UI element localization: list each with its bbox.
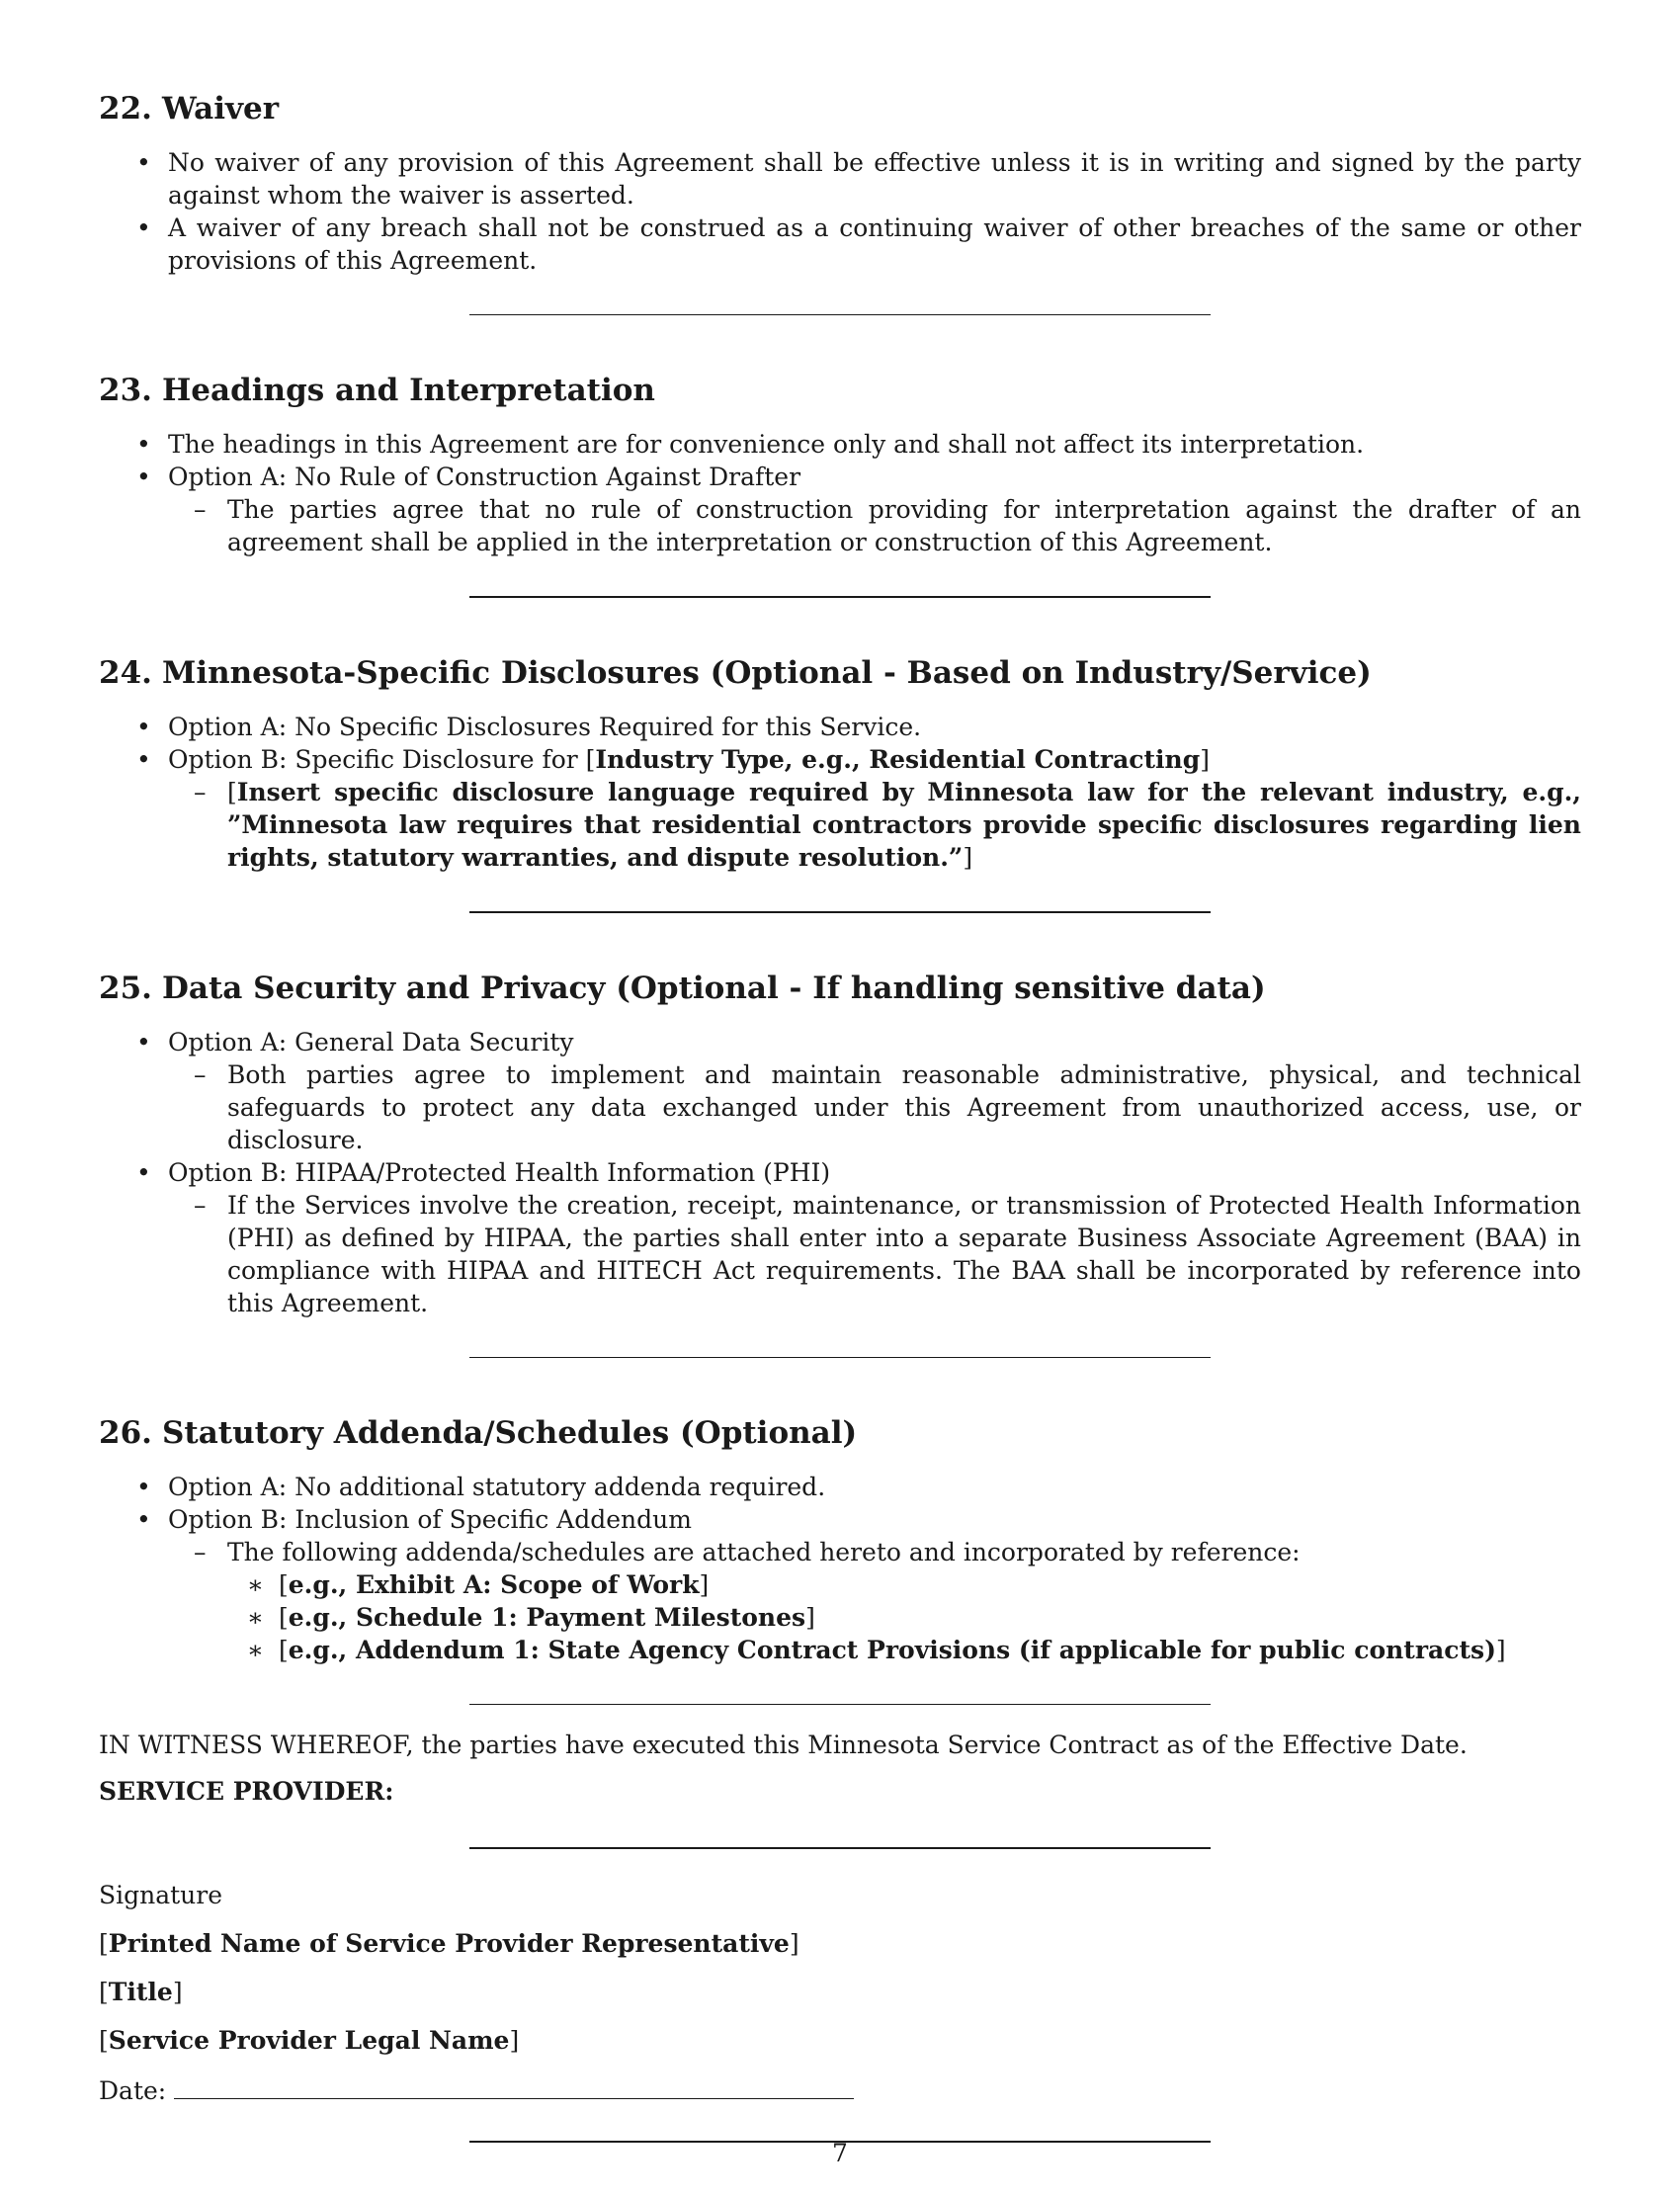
- date-label: Date:: [99, 2076, 167, 2105]
- section-number: 25.: [99, 971, 152, 1006]
- list-item: • Option B: Inclusion of Specific Addendum: [136, 1505, 692, 1534]
- list-item: • A waiver of any breach shall not be construed as a continuing waiver of other breaches of the same or other provisions of this Agreement.: [136, 213, 1581, 275]
- placeholder-field: e.g., Schedule 1: Payment Milestones: [288, 1603, 806, 1632]
- signature-block: [99, 1879, 1581, 2107]
- bullet-list: [99, 146, 1581, 277]
- list-item: • Option B: Specific Disclosure for [Industry Type, e.g., Residential Contracting]: [136, 745, 1210, 774]
- section-divider: [469, 314, 1211, 315]
- sub-list-item: – The parties agree that no rule of construction providing for interpretation against the drafter of an agreement shall be applied in the interpretation or construction of this Agreement.: [194, 495, 1581, 556]
- list-item: • Option A: General Data Security: [136, 1028, 574, 1057]
- star-marker: ∗: [247, 1570, 264, 1599]
- signature-label: Signature: [99, 1881, 223, 1909]
- bullet-list: [99, 428, 1581, 558]
- section-25-data-security: [99, 969, 1581, 1319]
- dash-marker: –: [194, 495, 207, 524]
- addendum-item: ∗ [e.g., Exhibit A: Scope of Work]: [247, 1570, 710, 1599]
- section-number: 24.: [99, 655, 152, 691]
- section-divider: [469, 1704, 1211, 1705]
- star-marker: ∗: [247, 1603, 264, 1632]
- document-page: [99, 89, 1581, 2198]
- section-22-waiver: [99, 89, 1581, 277]
- placeholder-field: Insert specific disclosure language required by Minnesota law for the relevant industry, e.g., ”Minnesota law requires that residential contractors provide specific disclosures regarding lien rights, statutory warranties, and dispute resolution.”: [227, 778, 1581, 872]
- bullet-marker: •: [136, 1158, 151, 1187]
- bullet-marker: •: [136, 213, 151, 242]
- list-item: • No waiver of any provision of this Agreement shall be effective unless it is in writing and signed by the party against whom the waiver is asserted.: [136, 148, 1581, 210]
- list-item: • Option A: No additional statutory addenda required.: [136, 1473, 826, 1501]
- bullet-marker: •: [136, 1028, 151, 1057]
- title-field: [Title]: [99, 1978, 183, 2006]
- section-title: Statutory Addenda/Schedules (Optional): [162, 1415, 858, 1451]
- date-field: [99, 2072, 1581, 2107]
- section-24-disclosures: [99, 653, 1581, 874]
- date-line[interactable]: [174, 2072, 854, 2099]
- star-marker: ∗: [247, 1636, 264, 1664]
- section-divider: [469, 596, 1211, 598]
- section-title: Waiver: [162, 91, 280, 127]
- section-26-addenda: [99, 1413, 1581, 1666]
- service-provider-heading: SERVICE PROVIDER:: [99, 1777, 394, 1806]
- bullet-marker: •: [136, 1505, 151, 1534]
- bullet-marker: •: [136, 1473, 151, 1501]
- section-heading: [99, 89, 1581, 128]
- section-23-headings: [99, 371, 1581, 558]
- section-divider: [469, 911, 1211, 913]
- bullet-marker: •: [136, 430, 151, 459]
- list-item: • The headings in this Agreement are for convenience only and shall not affect its interpretation.: [136, 430, 1365, 459]
- dash-marker: –: [194, 778, 207, 806]
- witness-clause: IN WITNESS WHEREOF, the parties have executed this Minnesota Service Contract as of the Effective Date.: [99, 1731, 1468, 1759]
- addendum-item: ∗ [e.g., Addendum 1: State Agency Contract Provisions (if applicable for public contracts)]: [247, 1636, 1506, 1664]
- section-heading: [99, 653, 1581, 693]
- bullet-list: [99, 711, 1581, 874]
- bullet-marker: •: [136, 148, 151, 177]
- signature-line[interactable]: [469, 1847, 1211, 1849]
- page-number: 7: [832, 2139, 848, 2167]
- legal-name-field: [Service Provider Legal Name]: [99, 2026, 520, 2055]
- section-title: Data Security and Privacy (Optional - If handling sensitive data): [162, 971, 1266, 1006]
- placeholder-field: e.g., Addendum 1: State Agency Contract Provisions (if applicable for public contracts): [288, 1636, 1496, 1664]
- list-item: • Option A: No Rule of Construction Against Drafter: [136, 463, 801, 491]
- sub-list-item: – The following addenda/schedules are attached hereto and incorporated by reference:: [194, 1538, 1301, 1566]
- sub-list-item: – If the Services involve the creation, receipt, maintenance, or transmission of Protected Health Information (PHI) as defined by HIPAA, the parties shall enter into a separate Business Associate Agreement (BAA) in compliance with HIPAA and HITECH Act requirements. The BAA shall be incorporated by reference into this Agreement.: [194, 1191, 1581, 1317]
- section-number: 26.: [99, 1415, 152, 1451]
- section-number: 23.: [99, 373, 152, 408]
- addendum-item: ∗ [e.g., Schedule 1: Payment Milestones]: [247, 1603, 815, 1632]
- sub-list-item: – [Insert specific disclosure language required by Minnesota law for the relevant industry, e.g., ”Minnesota law requires that residential contractors provide specific disclosures regarding lien rights, statutory warranties, and dispute resolution.”]: [194, 778, 1581, 872]
- bullet-list: [99, 1471, 1581, 1666]
- bullet-marker: •: [136, 745, 151, 774]
- sub-list-item: – Both parties agree to implement and maintain reasonable administrative, physical, and technical safeguards to protect any data exchanged under this Agreement from unauthorized access, use, or disclosure.: [194, 1060, 1581, 1154]
- list-item: • Option B: HIPAA/Protected Health Information (PHI): [136, 1158, 831, 1187]
- section-heading: [99, 371, 1581, 410]
- bullet-marker: •: [136, 463, 151, 491]
- dash-marker: –: [194, 1060, 207, 1089]
- dash-marker: –: [194, 1191, 207, 1220]
- section-heading: [99, 1413, 1581, 1453]
- placeholder-field: Industry Type, e.g., Residential Contracting: [595, 745, 1201, 774]
- dash-marker: –: [194, 1538, 207, 1566]
- bullet-marker: •: [136, 713, 151, 741]
- section-number: 22.: [99, 91, 152, 127]
- section-heading: [99, 969, 1581, 1008]
- bullet-list: [99, 1026, 1581, 1319]
- section-title: Headings and Interpretation: [162, 373, 655, 408]
- section-divider: [469, 1357, 1211, 1358]
- printed-name-field: [Printed Name of Service Provider Representative]: [99, 1929, 799, 1958]
- section-title: Minnesota-Specific Disclosures (Optional - Based on Industry/Service): [162, 655, 1372, 691]
- list-item: • Option A: No Specific Disclosures Required for this Service.: [136, 713, 922, 741]
- placeholder-field: e.g., Exhibit A: Scope of Work: [288, 1570, 700, 1599]
